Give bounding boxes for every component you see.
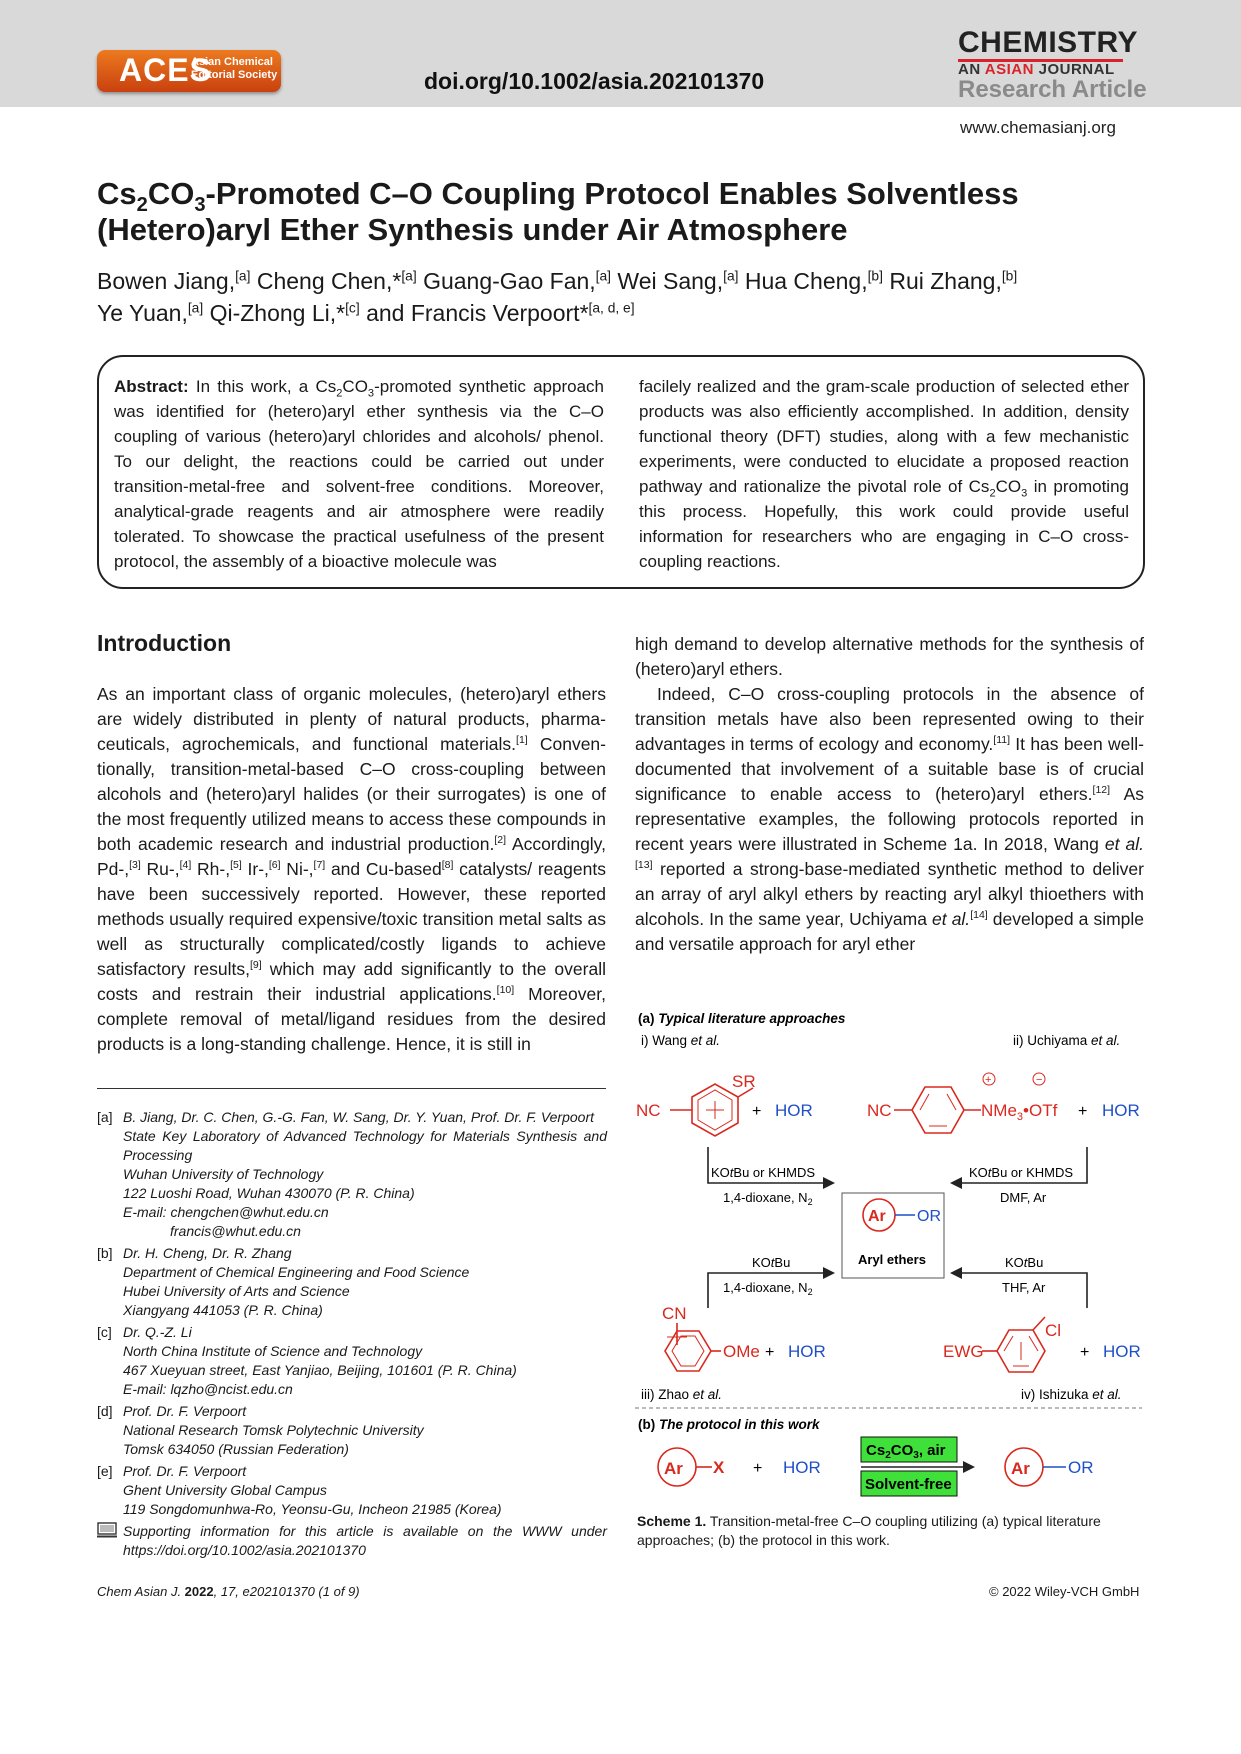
uchiyama-label: ii) Uchiyama et al. [1013,1033,1121,1048]
affiliations [97,1108,607,1563]
affiliation-e: [e] Prof. Dr. F. Verpoort Ghent University Global Campus 119 Songdomunhwa-Ro, Yeonsu-Gu, Incheon 21985 (Korea) [97,1463,502,1517]
svg-text:KOtBu or KHMDS: KOtBu or KHMDS [969,1165,1074,1180]
svg-text:Solvent-free: Solvent-free [865,1476,952,1493]
svg-text:OR: OR [1068,1458,1094,1477]
footnote-rule [97,1088,606,1089]
intro-left-column: As an important class of organic molecules, (hetero)aryl ethers are widely distributed in plenty of natural products, pharmaceuticals, agrochemicals, and functional materials.[1] Conventionally, transition-metal-based C–O cross-coupling between alcohols and (hetero)aryl halides (or their surrogates) is one of the most frequently utilized means to access these compounds in both academic research and industrial production.[2] Accordingly, Pd-,[3] Ru-,[4] Rh-,[5] Ir-,[6] Ni-,[7] and Cu-based[8] catalysts/ reagents have been successively reported. However, these reported methods usually required expensive/toxic transition metal salts as well as structurally complicated/costly ligands to achieve satisfactory results,[9] which may add significantly to the overall costs and restrain their industrial applications.[10] Moreover, complete removal of metal/ligand residues from the desired products is a long-standing challenge. Hence, it is still in [97,684,606,1054]
svg-text:NC: NC [867,1101,892,1120]
supporting-info-note[interactable]: Supporting information for this article is available on the WWW under https://doi.org/10.1002/asia.202101370 [97,1522,607,1560]
hor-reagent: HOR [783,1458,821,1477]
svg-text:Cl: Cl [1045,1321,1062,1340]
aces-logo [97,50,281,92]
svg-text:Ar: Ar [664,1459,683,1478]
hor-reagent: HOR [775,1101,813,1120]
svg-text:DMF, Ar: DMF, Ar [1000,1190,1047,1205]
svg-text:Cs2CO3, air: $Cs_2CO_3$, air [866,1442,946,1461]
affiliation-c: [c] Dr. Q.-Z. Li North China Institute of Science and Technology 467 Xueyuan street, East Yanjiao, Beijing, 101601 (P. R. China) E-mail: lqzho@ncist.edu.cn [97,1324,517,1397]
wang-label: i) Wang et al. [641,1033,721,1048]
abstract-left-column: Abstract: In this work, a $Cs_2CO_3$-promoted synthetic approach was identified for (hetero)aryl ether synthesis via the C–O coupling of various (hetero)aryl chlorides and alcohols/ phenol. To our delight, the reactions could be carried out under transition-metal-free and solvent-free conditions. Moreover, analytical-grade reagents and air atmosphere were readily tolerated. To showcase the practical usefulness of the present protocol, the assembly of a bioactive molecule was [114,377,604,571]
author-list: Bowen Jiang,[a] Cheng Chen,*[a] Guang-Gao Fan,[a] Wei Sang,[a] Hua Cheng,[b] Rui Zhang,[b] Ye Yuan,[a] Qi-Zhong Li,*[c] and Francis Verpoort*[a, d, e] [97,268,1018,326]
svg-text:SR: SR [732,1072,756,1091]
plus-sign: + [765,1344,775,1361]
ishizuka-reactant [943,1317,1061,1372]
reaction-conditions [711,1165,1073,1297]
protocol-reactant [658,1448,725,1486]
scheme-part-b-label: (b) The protocol in this work [638,1417,820,1432]
zhao-label: iii) Zhao et al. [641,1387,723,1402]
footer-copyright: © 2022 Wiley-VCH GmbH [989,1584,1140,1599]
logo-subtext: Asian Chemical Editorial Society [191,56,278,81]
article-title: $Cs_2CO_3$-Promoted C–O Coupling Protocol Enables Solventless (Hetero)aryl Ether Synthesis under Air Atmosphere [97,176,1019,247]
svg-text:KOtBu or KHMDS: KOtBu or KHMDS [711,1165,816,1180]
abstract-right-column: facilely realized and the gram-scale production of selected ether products was also efficiently accomplished. In addition, density functional theory (DFT) studies, along with a few mechanistic experiments, were conducted to elucidate a proposed reaction pathway and rationalize the pivotal role of $Cs_2CO_3$ in promoting this process. Hopefully, this work could provide useful information for researchers who are engaging in C–O cross-coupling reactions. [639,377,1129,571]
plus-sign: + [752,1103,762,1120]
svg-text:1,4-dioxane, N2: 1,4-dioxane, $N_2$ [723,1190,813,1207]
hor-reagent: HOR [1103,1342,1141,1361]
svg-text:Aryl ethers: Aryl ethers [858,1252,926,1267]
plus-sign: + [1080,1344,1090,1361]
svg-text:Ar: Ar [868,1208,886,1225]
doi-link[interactable]: doi.org/10.1002/asia.202101370 [424,68,765,94]
svg-text:NMe3•OTf: NMe$_3$•OTf [981,1101,1058,1123]
svg-text:OMe: OMe [723,1342,760,1361]
affiliation-b: [b] Dr. H. Cheng, Dr. R. Zhang Department of Chemical Engineering and Food Science Hubei University of Arts and Science Xiangyang 441053 (P. R. China) [97,1245,470,1318]
uchiyama-reactant [867,1073,1058,1133]
computer-icon [97,1522,117,1543]
svg-text:NC: NC [636,1101,661,1120]
aryl-ethers-product [842,1193,944,1278]
journal-website-link[interactable]: www.chemasianj.org [960,118,1116,137]
svg-text:+: + [985,1074,992,1086]
svg-text:OR: OR [917,1208,941,1225]
svg-text:KOtBu: KOtBu [1005,1255,1044,1270]
protocol-conditions [861,1437,975,1496]
svg-text:1,4-dioxane, N2: 1,4-dioxane, $N_2$ [723,1280,813,1297]
svg-text:Ar: Ar [1011,1459,1030,1478]
footer-citation: Chem Asian J. 2022, 17, e202101370 (1 of 9) [97,1584,360,1599]
journal-name: CHEMISTRY [958,26,1139,59]
affiliation-a: [a] B. Jiang, Dr. C. Chen, G.-G. Fan, W. Sang, Dr. Y. Yuan, Prof. Dr. F. Verpoort State Key Laboratory of Advanced Technology for Materials Synthesis and Processing Wuhan University of Technology 122 Luoshi Road, Wuhan 430070 (P. R. China) E-mail: chengchen@whut.edu.cn francis@whut.edu.cn [97,1109,607,1239]
protocol-product [1005,1448,1094,1486]
logo-text: ACES [119,52,212,88]
abstract-box [97,355,1145,589]
svg-text:CN: CN [662,1304,687,1323]
svg-text:KOtBu: KOtBu [752,1255,791,1270]
journal-subname: AN ASIAN JOURNAL [958,61,1115,78]
scheme-part-a-label: (a) Typical literature approaches [638,1011,846,1026]
scheme-caption: Scheme 1. Transition-metal-free C–O coupling utilizing (a) typical literature approaches; (b) the protocol in this work. [637,1513,1101,1548]
article-type: Research Article [958,76,1147,103]
svg-text:−: − [1036,1074,1043,1086]
wang-reactant [636,1072,756,1136]
plus-sign: + [1078,1103,1088,1120]
svg-text:THF, Ar: THF, Ar [1002,1280,1046,1295]
hor-reagent: HOR [788,1342,826,1361]
ishizuka-label: iv) Ishizuka et al. [1021,1387,1122,1402]
zhao-reactant [662,1304,760,1371]
svg-text:X: X [713,1458,725,1477]
affiliation-d: [d] Prof. Dr. F. Verpoort National Research Tomsk Polytechnic University Tomsk 634050 (Russian Federation) [97,1403,424,1457]
svg-text:EWG: EWG [943,1342,984,1361]
intro-right-column: high demand to develop alternative methods for the synthesis of (hetero)aryl ethers. Indeed, C–O cross-coupling protocols in the absence of transition metals have also been represented owing to their advantages in terms of ecology and economy.[11] It has been well-documented that involvement of a suitable base is of crucial significance to enable access to (hetero)aryl ethers.[12] As representative examples, the following protocols reported in recent years were illustrated in Scheme 1a. In 2018, Wang et al.[13] reported a strong-base-mediated synthetic method to deliver an array of aryl alkyl ethers by reacting aryl alkyl thioethers with alcohols. In the same year, Uchiyama et al.[14] developed a simple and versatile approach for aryl ether [635,634,1145,954]
scheme-1-graphic [635,1005,1142,1505]
hor-reagent: HOR [1102,1101,1140,1120]
plus-sign: + [753,1460,763,1477]
introduction-heading: Introduction [97,630,232,656]
